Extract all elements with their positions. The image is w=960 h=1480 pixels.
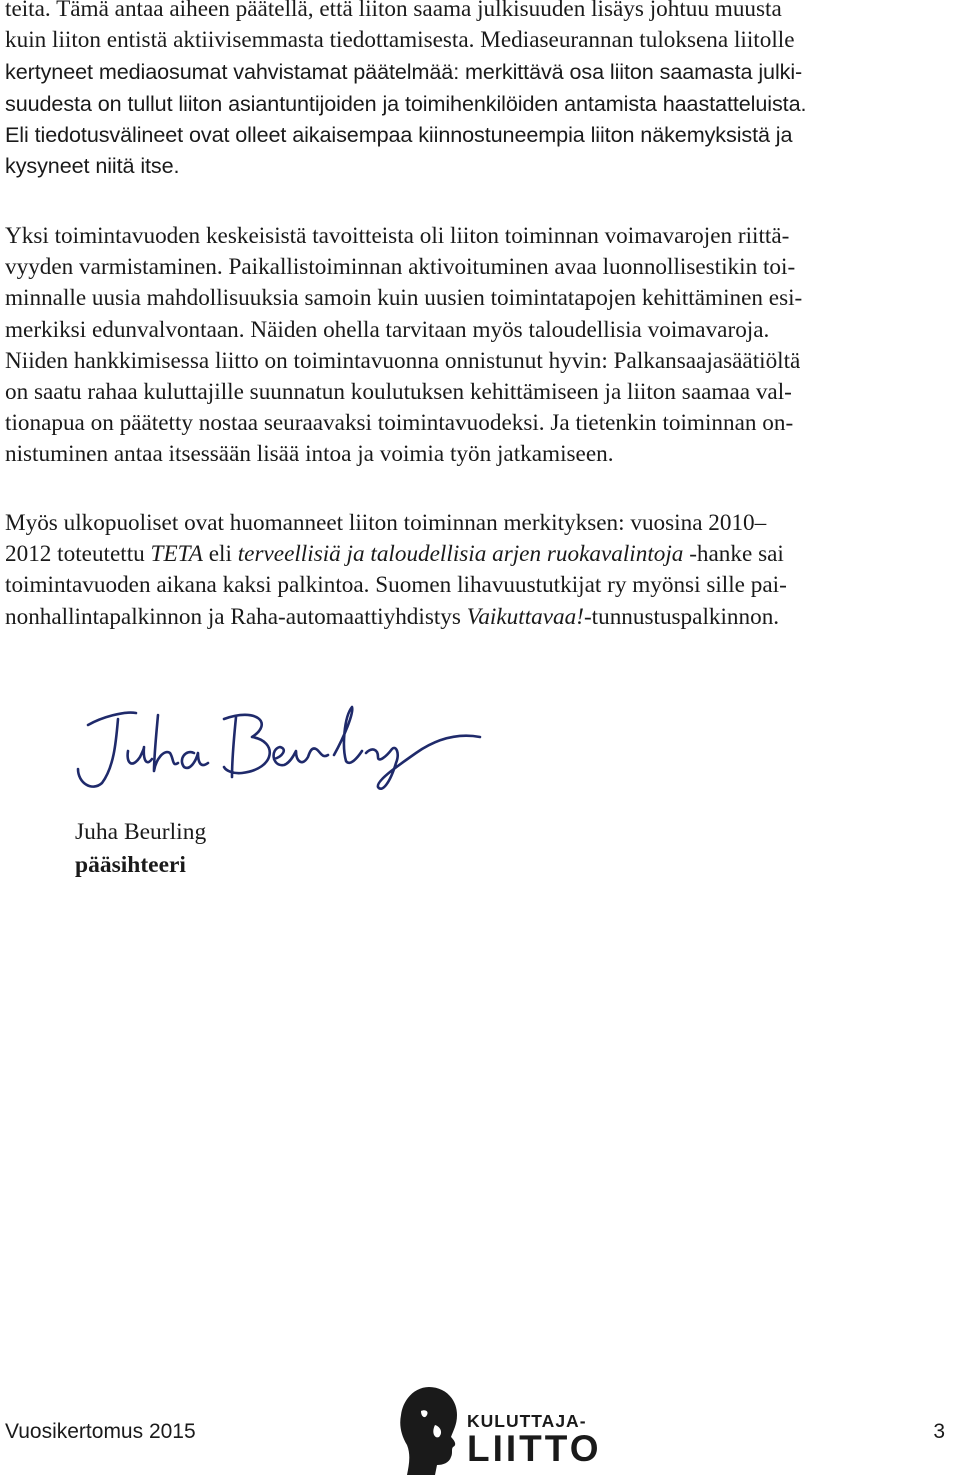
profile-silhouette-icon: [395, 1385, 461, 1477]
kuluttajaliitto-logo: [395, 1385, 602, 1477]
text-run: nonhallintapalkinnon ja Raha-automaattiyhdistys: [5, 603, 467, 630]
text-line: Myös ulkopuoliset ovat huomanneet liiton toiminnan merkityksen: vuosina 2010–: [5, 510, 767, 536]
text-line: tionapua on päätetty nostaa seuraavaksi toimintavuodeksi. Ja tietenkin toiminnan on-: [5, 410, 794, 437]
text-line: kertyneet mediaosumat vahvistamat päätelmää: merkittävä osa liiton saamasta julki-: [5, 59, 803, 85]
text-line: [5, 602, 953, 633]
text-line: kysyneet niitä itse.: [5, 153, 180, 179]
text-line: Yksi toimintavuoden keskeisistä tavoitteista oli liiton toiminnan voimavarojen riittä-: [5, 223, 790, 249]
logo-wordmark-line1: KULUTTAJA-: [467, 1411, 587, 1431]
text-run: -hanke sai: [683, 541, 784, 568]
page-number: 3: [933, 1420, 945, 1443]
text-line: nistuminen antaa itsessään lisää intoa ja voimia työn jatkamiseen.: [5, 441, 614, 468]
project-acronym: TETA: [150, 541, 203, 568]
logo-wordmark-line2: LIITTO: [467, 1428, 602, 1469]
paragraph-resources: [5, 221, 953, 471]
text-line: Eli tiedotusvälineet ovat olleet aikaisempaa kiinnostuneempia liiton näkemyksistä ja: [5, 121, 793, 147]
text-run: 2012 toteutettu: [5, 541, 151, 568]
text-line: vyyden varmistaminen. Paikallistoiminnan aktivoituminen avaa luonnollisestikin toi-: [5, 254, 796, 281]
project-name: terveellisiä ja taloudellisia arjen ruokavalintoja: [237, 541, 684, 568]
text-line: on saatu rahaa kuluttajille suunnatun koulutuksen kehittämiseen ja liiton saamaa val-: [5, 379, 792, 406]
signer-title: pääsihteeri: [75, 852, 186, 878]
paragraph-awards: [5, 508, 953, 633]
text-line: toimintavuoden aikana kaksi palkintoa. Suomen lihavuustutkijat ry myönsi sille pai-: [5, 572, 787, 599]
text-line: minnalle uusia mahdollisuuksia samoin kuin uusien toimintatapojen kehittäminen esi-: [5, 285, 803, 312]
text-line: merkiksi edunvalvontaan. Näiden ohella tarvitaan myös taloudellisia voimavaroja.: [5, 316, 770, 343]
text-run: -tunnustuspalkinnon.: [583, 603, 780, 630]
text-line: suudesta on tullut liiton asiantuntijoiden ja toimihenkilöiden antamista haastatteluista.: [5, 90, 807, 116]
text-line: teita. Tämä antaa aiheen päätellä, että liiton saama julkisuuden lisäys johtuu muusta: [5, 0, 782, 22]
footer-publication-title: Vuosikertomus 2015: [5, 1420, 196, 1443]
text-line: Niiden hankkimisessa liitto on toimintavuonna onnistunut hyvin: Palkansaajasäätiöltä: [5, 347, 801, 374]
handwritten-signature: [66, 697, 496, 797]
award-name: Vaikuttavaa!: [466, 603, 584, 630]
paragraph-media: [5, 0, 953, 181]
text-run: eli: [202, 541, 238, 568]
text-line: [5, 539, 953, 570]
signer-name: Juha Beurling: [75, 819, 207, 845]
text-line: kuin liiton entistä aktiivisemmasta tiedottamisesta. Mediaseurannan tuloksena liitolle: [5, 27, 795, 54]
